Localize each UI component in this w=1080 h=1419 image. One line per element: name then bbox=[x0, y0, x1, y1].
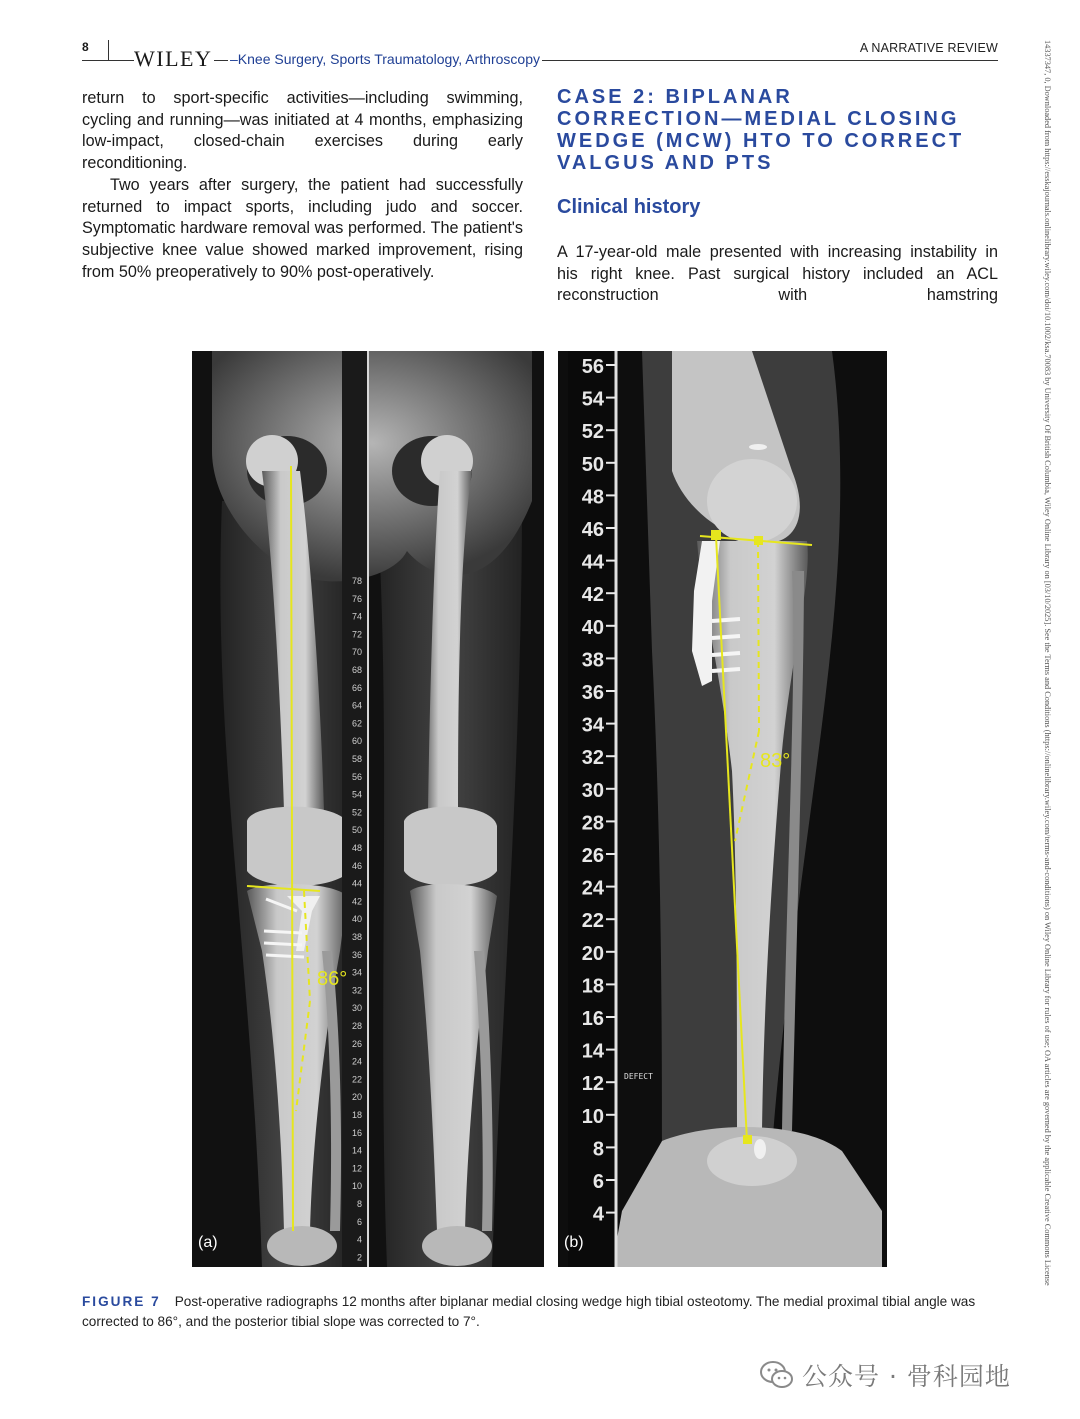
watermark bbox=[760, 1358, 1011, 1392]
download-notice-strip bbox=[1043, 40, 1066, 1400]
body-paragraph: Two years after surgery, the patient had successfully returned to impact sports, including judo and soccer. Symptomatic hardware removal was performed. The patient's subjective knee value showed marked improvement, rising from 50% preoperatively to 90% post-operatively. bbox=[82, 175, 523, 281]
ruler-a-tick-label: 66 bbox=[351, 682, 362, 693]
ruler-a-tick-label: 52 bbox=[351, 807, 362, 818]
ruler-b-tick-label: 34 bbox=[581, 714, 604, 737]
angle-label-a: 86° bbox=[317, 968, 348, 990]
ruler-a-tick-label: 2 bbox=[356, 1252, 362, 1263]
figure-caption bbox=[82, 1292, 998, 1331]
ruler-a-tick-label: 58 bbox=[351, 754, 362, 764]
case-title-line: CORRECTION—MEDIAL CLOSING bbox=[557, 108, 960, 130]
ruler-a-tick-label: 46 bbox=[351, 860, 362, 871]
ruler-b-tick-label: 42 bbox=[581, 584, 604, 607]
ruler-a-tick-label: 34 bbox=[351, 967, 362, 978]
ruler-b-tick-label: 6 bbox=[592, 1171, 604, 1193]
publisher-logo: WILEY bbox=[134, 46, 213, 71]
ruler-a-tick-label: 8 bbox=[356, 1199, 362, 1209]
ruler-a-tick-label: 64 bbox=[351, 700, 362, 711]
ruler-a-tick-label: 42 bbox=[351, 896, 362, 907]
journal-name[interactable]: Knee Surgery, Sports Traumatology, Arthroscopy bbox=[237, 51, 540, 67]
ruler-b-tick-label: 54 bbox=[581, 388, 604, 411]
ruler-a-tick-label: 50 bbox=[351, 825, 362, 836]
caption-text: Post-operative radiographs 12 months after biplanar medial closing wedge high tibial osteotomy. The medial proximal tibial angle was corrected to 86°, and the posterior tibial slope was corrected to 7°. bbox=[82, 1294, 976, 1329]
ruler-b-tick-label: 4 bbox=[592, 1203, 604, 1226]
ruler-a-tick-label: 38 bbox=[351, 932, 362, 942]
right-column bbox=[557, 86, 998, 307]
ruler-a-tick-label: 70 bbox=[351, 647, 362, 658]
left-column bbox=[82, 88, 523, 283]
ruler-a-tick-label: 14 bbox=[351, 1145, 362, 1156]
ruler-a-tick-label: 74 bbox=[351, 611, 362, 622]
ruler-a-tick-label: 72 bbox=[351, 629, 362, 640]
page-number: 8 bbox=[82, 40, 89, 54]
watermark-text: 公众号 · 骨科园地 bbox=[802, 1362, 1011, 1391]
ruler-b-tick-label: 20 bbox=[581, 942, 604, 965]
journal-link[interactable]: –Knee Surgery, Sports Traumatology, Arthroscopy bbox=[230, 51, 540, 67]
body-paragraph: A 17-year-old male presented with increasing instability in his right knee. Past surgical history included an ACL reconstruction with hamstring bbox=[557, 243, 998, 305]
case-title-line: WEDGE (MCW) HTO TO CORRECT bbox=[557, 130, 965, 152]
ruler-b-tick-label: 36 bbox=[581, 682, 604, 704]
ruler-a-tick-label: 22 bbox=[351, 1074, 362, 1085]
ruler-b-tick-label: 50 bbox=[581, 453, 604, 476]
ruler-b-tick-label: 38 bbox=[581, 649, 604, 672]
download-notice-text: 14337347, 0, Downloaded from https://esskajournals.onlinelibrary.wiley.com/doi/10.1002/ksa.70083 by University Of British Columbia, Wiley Online Library on [03/10/2025]. See the Terms and Conditions (https://onlinelibrary.wiley.com/terms-and-conditions) on Wiley Online Library for rules of use; OA articles are governed by the applicable Creative Commons License bbox=[1043, 40, 1052, 1286]
ruler-a-tick-label: 26 bbox=[351, 1038, 362, 1049]
ruler-a-tick-label: 48 bbox=[351, 843, 362, 853]
ruler-a-tick-label: 24 bbox=[351, 1056, 362, 1067]
wechat-icon bbox=[760, 1360, 794, 1390]
ruler-a-tick-label: 60 bbox=[351, 736, 362, 747]
ruler-a-tick-label: 30 bbox=[351, 1003, 362, 1014]
ruler-b-tick-label: 32 bbox=[581, 747, 604, 770]
ruler-a-tick-label: 68 bbox=[351, 665, 362, 675]
ruler-b-tick-label: 14 bbox=[581, 1040, 604, 1063]
panel-b-label: (b) bbox=[564, 1234, 584, 1251]
ruler-a-tick-label: 62 bbox=[351, 718, 362, 729]
ruler-a-tick-label: 20 bbox=[351, 1092, 362, 1103]
case-title-line: VALGUS AND PTS bbox=[557, 152, 774, 174]
ruler-a-tick-label: 40 bbox=[351, 914, 362, 925]
ruler-a-tick-label: 28 bbox=[351, 1021, 362, 1031]
ruler-b-tick-label: 16 bbox=[581, 1008, 604, 1030]
ruler-a-tick-label: 16 bbox=[351, 1127, 362, 1138]
ruler-b-tick-label: 8 bbox=[592, 1138, 604, 1161]
radiograph-image bbox=[192, 351, 887, 1267]
case-title-line: CASE 2: BIPLANAR bbox=[557, 86, 793, 108]
ruler-a-tick-label: 44 bbox=[351, 878, 362, 889]
ruler-a-tick-label: 32 bbox=[351, 985, 362, 996]
ruler-b-tick-label: 24 bbox=[581, 877, 604, 900]
ruler-a-tick-label: 4 bbox=[356, 1234, 362, 1245]
ruler-b-tick-label: 40 bbox=[581, 616, 604, 639]
ruler-b-tick-label: 22 bbox=[581, 910, 604, 933]
ruler-b-tick-label: 44 bbox=[581, 551, 604, 574]
angle-label-b: 83° bbox=[760, 750, 791, 772]
ruler-a-tick-label: 76 bbox=[351, 593, 362, 604]
ruler-b-tick-label: 10 bbox=[581, 1105, 604, 1128]
figure-label: FIGURE 7 bbox=[82, 1294, 161, 1309]
ruler-b-tick-label: 52 bbox=[581, 421, 604, 444]
case-title bbox=[557, 86, 998, 174]
header-divider bbox=[108, 40, 109, 61]
ruler-b-tick-label: 12 bbox=[581, 1073, 604, 1096]
ruler-a-tick-label: 12 bbox=[351, 1163, 362, 1174]
body-paragraph: return to sport-specific activities—including swimming, cycling and running—was initiated at 4 months, emphasizing low-impact, closed-chain exercises during early reconditioning. bbox=[82, 89, 523, 173]
radiograph-figure bbox=[192, 351, 887, 1267]
section-label: A NARRATIVE REVIEW bbox=[859, 41, 998, 55]
ruler-b-tick-label: 28 bbox=[581, 812, 604, 835]
ruler-a-tick-label: 10 bbox=[351, 1181, 362, 1192]
marker-text: DEFECT bbox=[624, 1072, 653, 1081]
ruler-b-tick-label: 56 bbox=[581, 356, 604, 378]
ruler-b-tick-label: 48 bbox=[581, 486, 604, 509]
ruler-a-tick-label: 56 bbox=[351, 771, 362, 782]
ruler-a-tick-label: 54 bbox=[351, 789, 362, 800]
ruler-a-tick-label: 36 bbox=[351, 949, 362, 960]
panel-a-label: (a) bbox=[198, 1234, 218, 1251]
ruler-b-tick-label: 18 bbox=[581, 975, 604, 998]
ruler-b-tick-label: 30 bbox=[581, 779, 604, 802]
ruler-a-tick-label: 6 bbox=[356, 1216, 362, 1227]
ruler-a-tick-label: 18 bbox=[351, 1110, 362, 1120]
ruler-a-tick-label: 78 bbox=[351, 576, 362, 586]
section-subheading: Clinical history bbox=[557, 196, 701, 218]
header-rule-tick bbox=[108, 60, 132, 61]
ruler-b-tick-label: 26 bbox=[581, 845, 604, 867]
ruler-b-tick-label: 46 bbox=[581, 519, 604, 541]
